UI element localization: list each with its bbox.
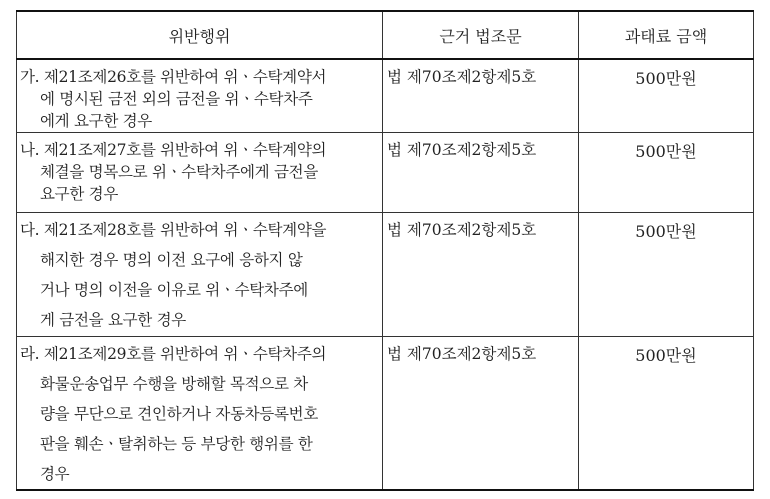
fine-cell: 500만원 <box>579 337 754 491</box>
violation-cell <box>17 213 383 337</box>
violation-line: 게 금전을 요구한 경우 <box>40 311 186 329</box>
table-row <box>17 213 754 337</box>
basis-cell: 법 제70조제2항제5호 <box>383 337 579 491</box>
violation-line: 가. 제21조제26호를 위반하여 위ㆍ수탁계약서 <box>20 68 327 86</box>
fine-cell: 500만원 <box>579 59 754 133</box>
violation-line: 화물운송업무 수행을 방해할 목적으로 차 <box>40 375 308 393</box>
table-row <box>17 133 754 213</box>
table-row <box>17 59 754 133</box>
header-basis: 근거 법조문 <box>383 11 579 59</box>
penalty-table <box>16 10 754 491</box>
fine-cell: 500만원 <box>579 213 754 337</box>
violation-line: 나. 제21조제27호를 위반하여 위ㆍ수탁계약의 <box>20 141 327 159</box>
violation-line: 에 명시된 금전 외의 금전을 위ㆍ수탁차주 <box>40 90 313 108</box>
basis-cell: 법 제70조제2항제5호 <box>383 213 579 337</box>
header-violation: 위반행위 <box>17 11 383 59</box>
violation-line: 다. 제21조제28호를 위반하여 위ㆍ수탁계약을 <box>20 221 327 239</box>
fine-cell: 500만원 <box>579 133 754 213</box>
violation-line: 판을 훼손ㆍ탈취하는 등 부당한 행위를 한 <box>40 435 313 453</box>
header-fine: 과태료 금액 <box>579 11 754 59</box>
violation-line: 에게 요구한 경우 <box>40 112 152 130</box>
violation-line: 경우 <box>40 465 70 483</box>
violation-line: 거나 명의 이전을 이유로 위ㆍ수탁차주에 <box>40 281 308 299</box>
violation-line: 해지한 경우 명의 이전 요구에 응하지 않 <box>40 251 303 269</box>
violation-cell <box>17 59 383 133</box>
violation-line: 체결을 명목으로 위ㆍ수탁차주에게 금전을 <box>40 163 318 181</box>
violation-cell <box>17 337 383 491</box>
basis-cell: 법 제70조제2항제5호 <box>383 133 579 213</box>
violation-line: 량을 무단으로 견인하거나 자동차등록번호 <box>40 405 318 423</box>
table-row <box>17 337 754 491</box>
violation-line: 라. 제21조제29호를 위반하여 위ㆍ수탁차주의 <box>20 345 327 363</box>
violation-cell <box>17 133 383 213</box>
violation-line: 요구한 경우 <box>40 185 118 203</box>
header-row <box>17 11 754 59</box>
basis-cell: 법 제70조제2항제5호 <box>383 59 579 133</box>
